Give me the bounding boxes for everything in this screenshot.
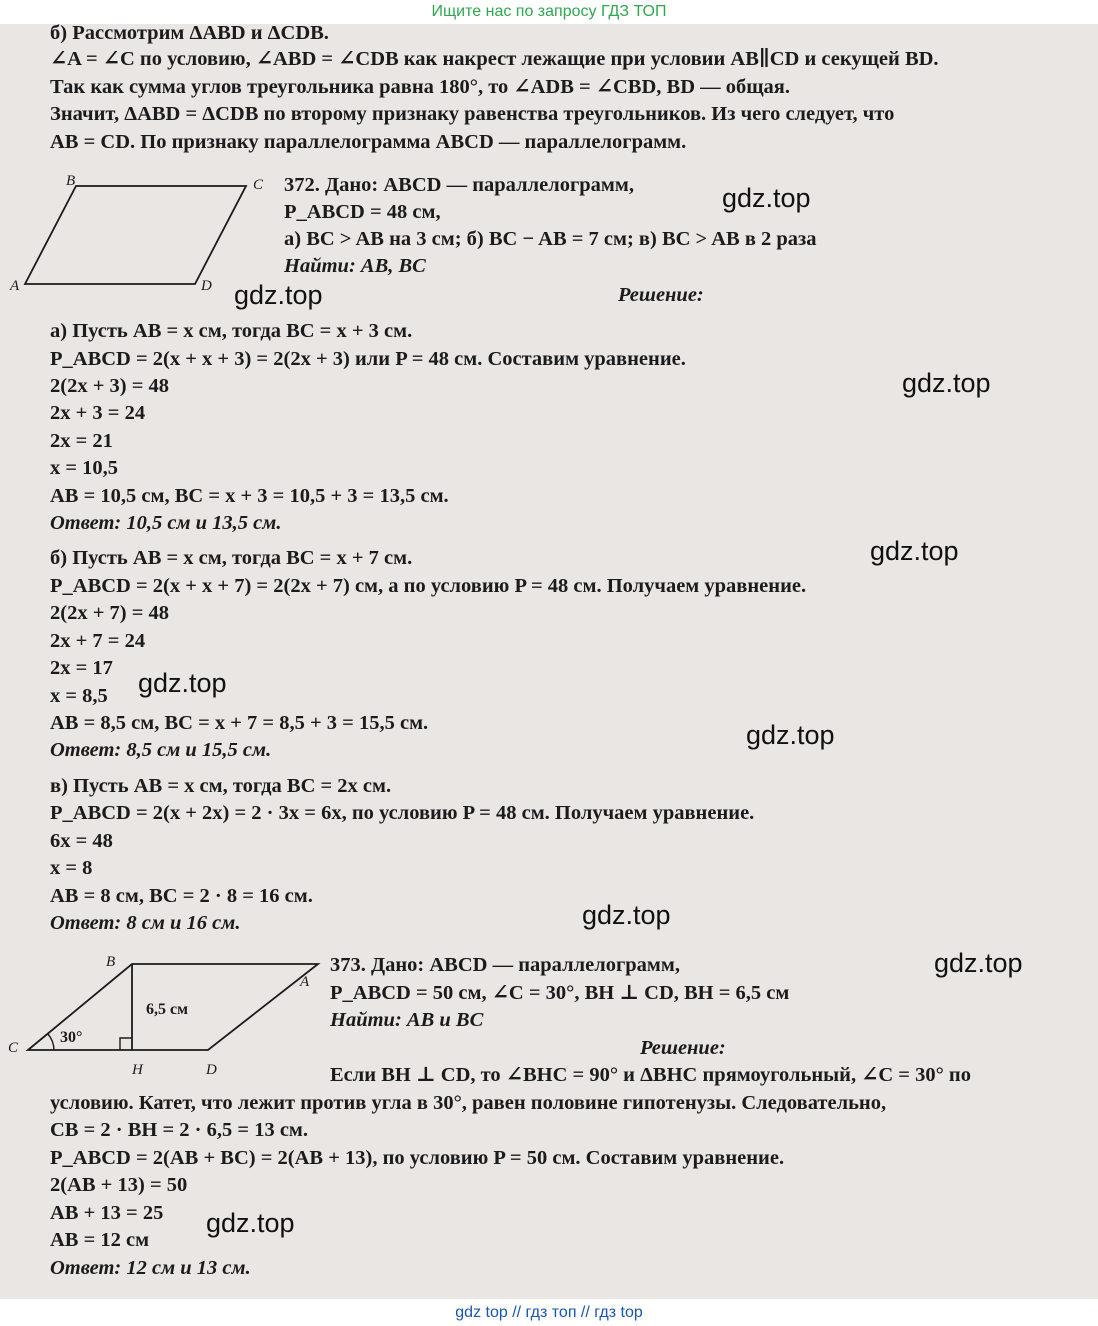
text-line: 2x = 21 (50, 430, 113, 452)
watermark: gdz.top (582, 900, 671, 930)
figure-373-parallelogram (4, 950, 326, 1080)
text-line: AB = 10,5 см, BC = x + 3 = 10,5 + 3 = 13,5 см. (50, 485, 449, 507)
text-line: CB = 2 · BH = 2 · 6,5 = 13 см. (50, 1119, 309, 1141)
watermark: gdz.top (870, 536, 959, 566)
watermark: gdz.top (234, 280, 323, 310)
watermark: gdz.top (206, 1208, 295, 1238)
text-line: а) BC > AB на 3 см; б) BC − AB = 7 см; в) BC > AB в 2 раза (284, 228, 817, 250)
text-line: 2(2x + 3) = 48 (50, 375, 170, 397)
problem-372-given: 372. Дано: ABCD — параллелограмм, (284, 174, 634, 196)
text-line: Значит, ΔABD = ΔCDB по второму признаку равенства треугольников. Из чего следует, что (50, 103, 895, 125)
angle-c-arc (48, 1034, 54, 1050)
vertex-label-c: C (8, 1040, 19, 1056)
text-line: AB = 8,5 см, BC = x + 7 = 8,5 + 3 = 15,5 см. (50, 712, 429, 734)
vertex-label-h: H (132, 1062, 143, 1078)
vertex-label-d: D (201, 278, 212, 294)
text-line: Так как сумма углов треугольника равна 180°, то ∠ADB = ∠CBD, BD — общая. (50, 76, 791, 98)
text-line: 2x + 7 = 24 (50, 630, 146, 652)
text-line: AB + 13 = 25 (50, 1202, 164, 1224)
answer-line: Ответ: 8 см и 16 см. (50, 912, 241, 934)
problem-372-find: Найти: AB, BC (284, 255, 426, 277)
watermark: gdz.top (138, 668, 227, 698)
text-line: P_ABCD = 2(x + x + 7) = 2(2x + 7) см, а по условию P = 48 см. Получаем уравнение. (50, 575, 807, 597)
solution-heading: Решение: (618, 284, 704, 306)
vertex-label-a: A (300, 974, 310, 990)
text-line: P_ABCD = 50 см, ∠C = 30°, BH ⊥ CD, BH = 6,5 см (330, 982, 790, 1004)
answer-line: Ответ: 10,5 см и 13,5 см. (50, 512, 282, 534)
text-line: а) Пусть AB = x см, тогда BC = x + 3 см. (50, 320, 413, 342)
watermark: gdz.top (746, 720, 835, 750)
figure-372-parallelogram (8, 168, 278, 294)
watermark: gdz.top (902, 368, 991, 398)
text-line: AB = 12 см (50, 1229, 150, 1251)
text-line: в) Пусть AB = x см, тогда BC = 2x см. (50, 775, 392, 797)
height-label: 6,5 см (146, 1001, 188, 1018)
text-line: б) Пусть AB = x см, тогда BC = x + 7 см. (50, 547, 413, 569)
solution-heading: Решение: (640, 1037, 726, 1059)
text-line: x = 8,5 (50, 685, 108, 707)
parallelogram-372 (25, 186, 246, 284)
angle-label: 30° (60, 1029, 83, 1046)
text-line: x = 8 (50, 857, 93, 879)
vertex-label-c: C (253, 177, 264, 193)
problem-373-find: Найти: AB и BC (330, 1009, 484, 1031)
textbook-page (0, 24, 1098, 1299)
answer-line: Ответ: 12 см и 13 см. (50, 1257, 251, 1279)
watermark: gdz.top (722, 183, 811, 213)
text-line: 2x + 3 = 24 (50, 402, 146, 424)
vertex-label-b: B (106, 954, 116, 970)
text-line: 2x = 17 (50, 657, 113, 679)
vertex-label-b: B (66, 173, 76, 189)
problem-373-given: 373. Дано: ABCD — параллелограмм, (330, 954, 680, 976)
vertex-label-a: A (10, 278, 20, 294)
text-line: 2(2x + 7) = 48 (50, 602, 170, 624)
text-line: P_ABCD = 2(x + 2x) = 2 · 3x = 6x, по условию P = 48 см. Получаем уравнение. (50, 802, 755, 824)
text-line: P_ABCD = 48 см, (284, 201, 441, 223)
text-line: б) Рассмотрим ΔABD и ΔCDB. (50, 24, 329, 44)
text-line: 6x = 48 (50, 830, 113, 852)
text-line: 2(AB + 13) = 50 (50, 1174, 188, 1196)
right-angle-mark (120, 1038, 132, 1050)
text-line: ∠A = ∠C по условию, ∠ABD = ∠CDB как накрест лежащие при условии AB∥CD и секущей BD. (50, 48, 939, 70)
text-line: Если BH ⊥ CD, то ∠BHC = 90° и ΔBHC прямоугольный, ∠C = 30° по (330, 1064, 971, 1086)
vertex-label-d: D (206, 1062, 217, 1078)
text-line: x = 10,5 (50, 457, 119, 479)
top-banner[interactable]: Ищите нас по запросу ГДЗ ТОП (0, 0, 1098, 24)
text-line: P_ABCD = 2(x + x + 3) = 2(2x + 3) или P = 48 см. Составим уравнение. (50, 348, 686, 370)
text-line: P_ABCD = 2(AB + BC) = 2(AB + 13), по условию P = 50 см. Составим уравнение. (50, 1147, 785, 1169)
answer-line: Ответ: 8,5 см и 15,5 см. (50, 739, 272, 761)
text-line: условию. Катет, что лежит против угла в 30°, равен половине гипотенузы. Следовательно, (50, 1092, 887, 1114)
watermark: gdz.top (934, 948, 1023, 978)
footer-links[interactable]: gdz top // гдз топ // гдз top (0, 1299, 1098, 1326)
text-line: AB = 8 см, BC = 2 · 8 = 16 см. (50, 885, 313, 907)
text-line: AB = CD. По признаку параллелограмма ABCD — параллелограмм. (50, 131, 687, 153)
